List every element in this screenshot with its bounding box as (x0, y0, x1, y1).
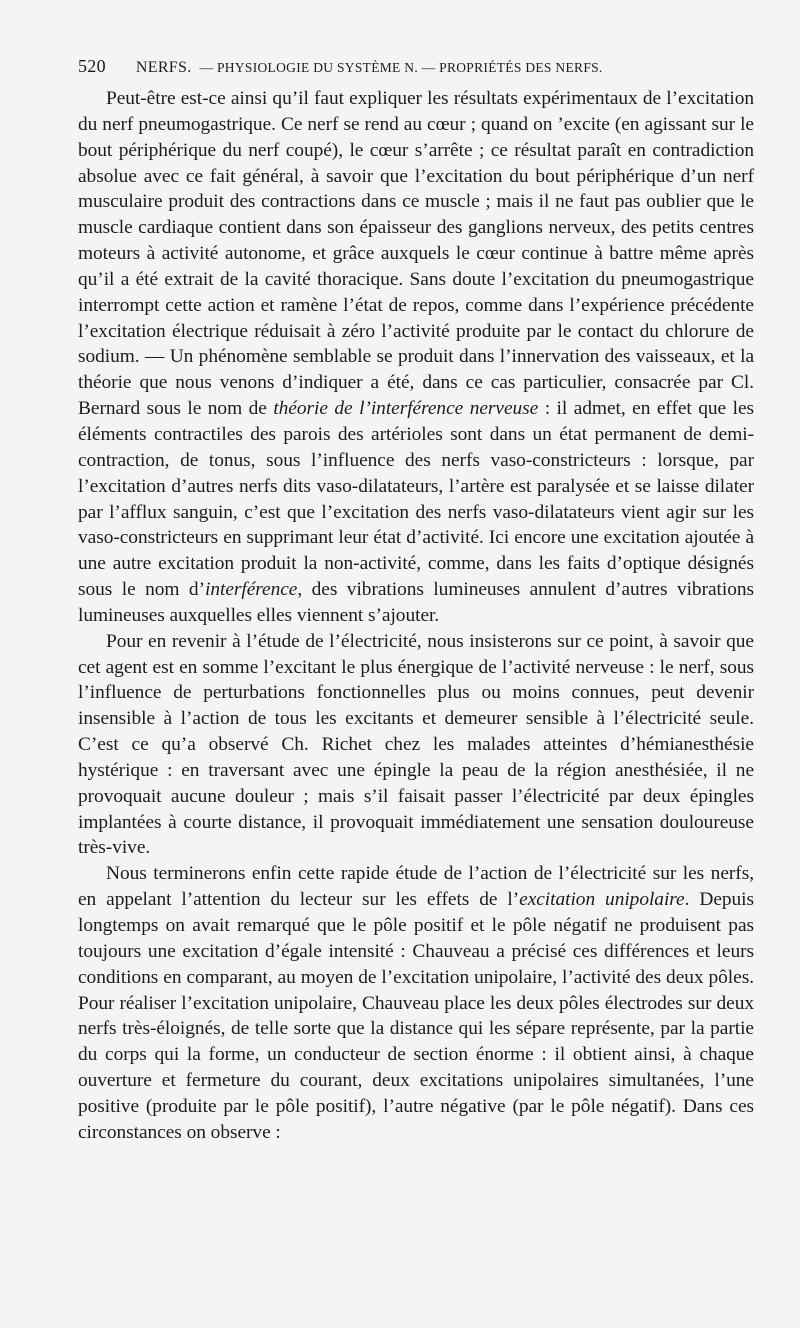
text-segment: Peut-être est-ce ainsi qu’il faut expliquer les résultats expérimentaux de l’excitation du nerf pneumogastrique. Ce nerf se rend au cœur ; quand on ’excite (en agissant sur le bout périphérique du nerf coupé), le cœur s’arrête ; ce résultat paraît en contradiction absolue avec ce fait général, à savoir que l’excitation du bout périphérique d’un nerf musculaire produit des contractions dans ce muscle ; mais il ne faut pas oublier que le muscle cardiaque contient dans son épaisseur des ganglions nerveux, des petits centres moteurs à activité autonome, et grâce auxquels le cœur continue à battre même après qu’il a été extrait de la cavité thoracique. Sans doute l’excitation du pneumogastrique interrompt cette action et ramène l’état de repos, comme dans l’expérience précédente l’excitation électrique réduisait à zéro l’activité produite par le contact du chlorure de sodium. — Un phénomène semblable se produit dans l’innervation des vaisseaux, et la théorie que nous venons d’indiquer a été, dans ce cas particulier, consacrée par Cl. Bernard sous le nom de (78, 88, 754, 420)
text-segment: Nous terminerons enfin cette rapide étude de l’action de l’électricité sur les nerfs, en appelant l’attention du lecteur sur les effets de l’ (78, 863, 754, 911)
chapter-title: NERFS. (135, 59, 192, 76)
body-text (78, 86, 754, 1146)
text-segment: . Depuis longtemps on avait remarqué que le pôle positif et le pôle négatif ne produisent pas toujours une excitation d’égale intensité : Chauveau a précisé ces différences et leurs conditions en comparant, au moyen de l’excitation unipolaire, l’activité des deux pôles. Pour réaliser l’excitation unipolaire, Chauveau place les deux pôles électrodes sur deux nerfs très-éloignés, de telle sorte que la distance qui les sépare représente, par la partie du corps qui la forme, un conducteur de section énorme : il obtient ainsi, à chaque ouverture et fermeture du courant, deux excitations unipolaires simultanées, l’une positive (produite par le pôle positif), l’autre négative (par le pôle négatif). Dans ces circonstances on observe : (78, 889, 755, 1143)
text-segment: : il admet, en effet que les éléments contractiles des parois des artérioles sont dans un état permanent de demi-contraction, de tonus, sous l’influence des nerfs vaso-constricteurs : lorsque, par l’excitation d’autres nerfs dits vaso-dilatateurs, l’artère est paralysée et se laisse dilater par l’afflux sanguin, c’est que l’excitation des nerfs vaso-dilatateurs vient agir sur les vaso-constricteurs en supprimant leur état d’activité. Ici encore une excitation ajoutée à une autre excitation produit la non-activité, comme, dans les faits d’optique désignés sous le nom d’ (78, 398, 754, 601)
text-segment: , des vibrations lumineuses annulent d’autres vibrations lumineuses auxquelles elles viennent s’ajouter. (78, 579, 754, 626)
paragraph-1 (78, 86, 754, 629)
page-number: 520 (78, 56, 106, 76)
italic-term: excitation unipolaire (519, 889, 685, 911)
text-segment: Pour en revenir à l’étude de l’électricité, nous insisterons sur ce point, à savoir que cet agent est en somme l’excitant le plus énergique de l’activité nerveuse : le nerf, sous l’influence de perturbations fonctionnelles plus ou moins connues, peut devenir insensible à l’action de tous les excitants et demeurer sensible à l’électricité seule. C’est ce qu’a observé Ch. Richet chez les malades atteintes d’hémianesthésie hystérique : en traversant avec une épingle la peau de la région anesthésiée, il ne provoquait aucune douleur ; mais s’il faisait passer l’électricité par deux épingles implantées à courte distance, il provoquait immédiatement une sensation douloureuse très-vive. (78, 630, 754, 859)
section-subtitle: — PHYSIOLOGIE DU SYSTÈME N. — PROPRIÉTÉS DES NERFS. (199, 60, 603, 75)
italic-term: interférence (205, 579, 298, 601)
paragraph-3 (78, 861, 754, 1145)
italic-term: théorie de l’interférence nerveuse (273, 398, 539, 420)
paragraph-2 (78, 629, 754, 862)
running-head (78, 54, 754, 80)
